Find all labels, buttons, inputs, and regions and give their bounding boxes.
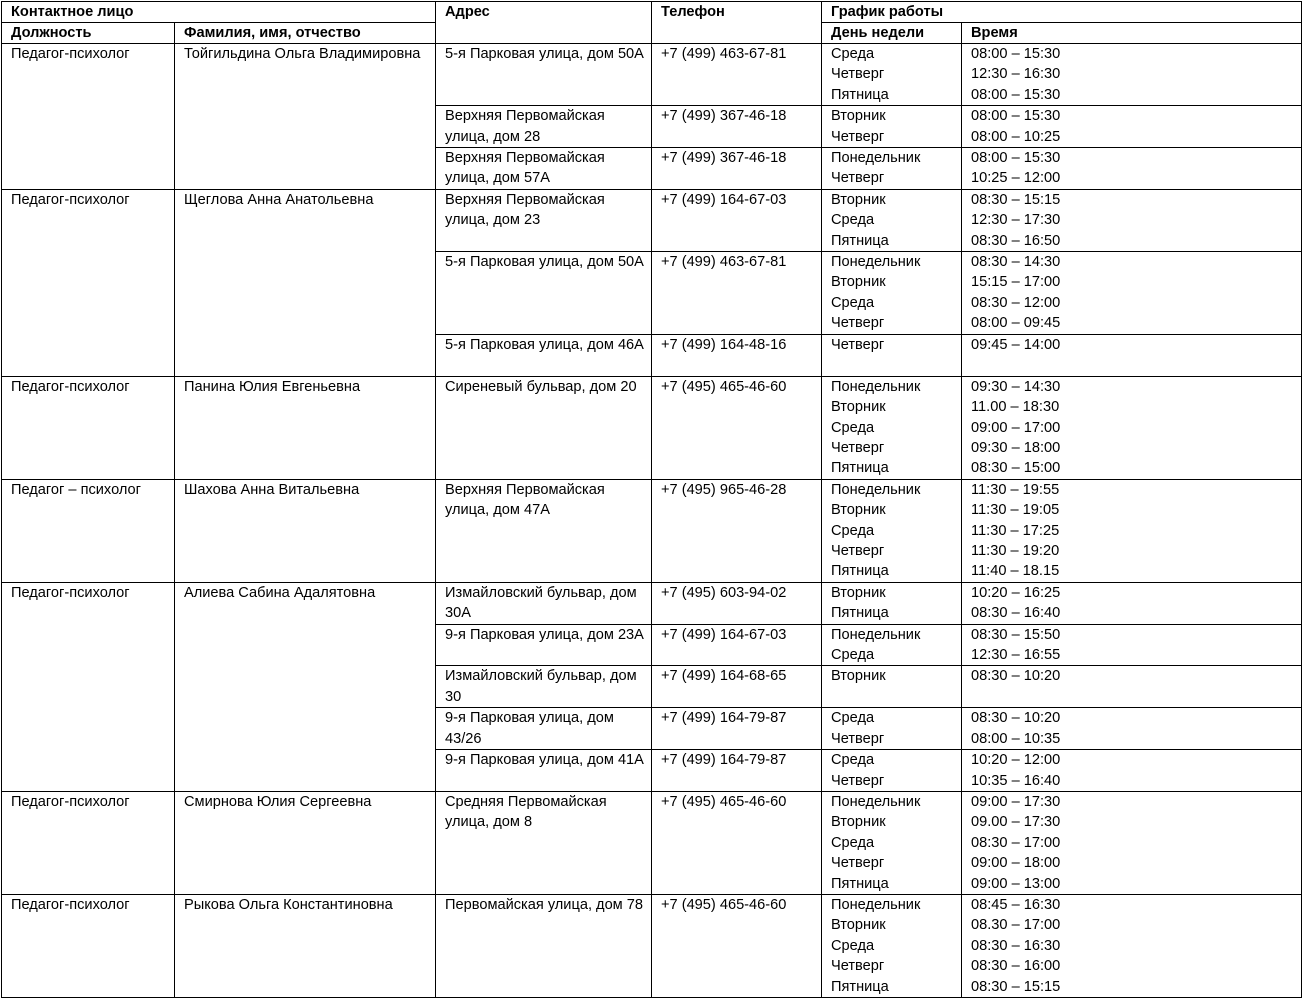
- contacts-table: [1, 1, 1302, 998]
- time-item: 11:40 – 18.15: [971, 563, 1060, 580]
- days-cell: [822, 106, 962, 148]
- times-cell: [962, 708, 1302, 750]
- table-row: [2, 582, 1302, 624]
- times-cell: [962, 895, 1302, 998]
- position-cell: Педагог-психолог: [2, 44, 175, 190]
- days-cell: [822, 479, 962, 582]
- day-item: Пятница: [831, 978, 889, 995]
- time-item: 09:00 – 18:00: [971, 855, 1061, 872]
- day-item: Пятница: [831, 605, 889, 622]
- day-item: Среда: [831, 419, 875, 436]
- time-item: 08:30 – 15:50: [971, 626, 1061, 643]
- day-item: Вторник: [831, 502, 886, 519]
- day-item: Пятница: [831, 232, 889, 249]
- time-item: 08:30 – 10:20: [971, 668, 1061, 685]
- day-item: Четверг: [831, 66, 885, 83]
- days-cell: [822, 252, 962, 335]
- phone-cell: +7 (495) 465-46-60: [652, 792, 822, 895]
- address-cell: Измайловский бульвар, дом 30: [436, 666, 652, 708]
- table-row: [2, 189, 1302, 251]
- day-item: Среда: [831, 710, 875, 727]
- position-cell: Педагог-психолог: [2, 792, 175, 895]
- days-cell: [822, 334, 962, 376]
- address-cell: 5-я Парковая улица, дом 50А: [436, 44, 652, 106]
- day-item: Пятница: [831, 563, 889, 580]
- phone-cell: +7 (499) 164-48-16: [652, 334, 822, 376]
- time-item: 08:30 – 16:30: [971, 937, 1061, 954]
- address-cell: 9-я Парковая улица, дом 43/26: [436, 708, 652, 750]
- time-item: 08:30 – 15:15: [971, 978, 1061, 995]
- time-item: 11:30 – 19:05: [971, 502, 1060, 519]
- time-item: 08:30 – 14:30: [971, 254, 1061, 271]
- phone-cell: +7 (495) 965-46-28: [652, 479, 822, 582]
- day-item: Понедельник: [831, 150, 921, 167]
- day-item: Вторник: [831, 814, 886, 831]
- time-item: 08:00 – 15:30: [971, 86, 1061, 103]
- phone-cell: +7 (499) 367-46-18: [652, 148, 822, 190]
- time-item: 08:30 – 10:20: [971, 710, 1061, 727]
- time-item: 11:30 – 19:55: [971, 481, 1060, 498]
- name-cell: Шахова Анна Витальевна: [175, 479, 436, 582]
- times-cell: [962, 479, 1302, 582]
- days-cell: [822, 708, 962, 750]
- phone-cell: +7 (499) 164-67-03: [652, 189, 822, 251]
- table-row: [2, 479, 1302, 582]
- times-cell: [962, 44, 1302, 106]
- time-item: 12:30 – 16:30: [971, 66, 1061, 83]
- position-cell: Педагог – психолог: [2, 479, 175, 582]
- day-item: Среда: [831, 46, 875, 62]
- day-item: Четверг: [831, 542, 885, 559]
- table-body: [2, 44, 1302, 998]
- day-item: Четверг: [831, 958, 885, 975]
- phone-cell: +7 (499) 164-79-87: [652, 708, 822, 750]
- phone-cell: +7 (499) 463-67-81: [652, 44, 822, 106]
- times-cell: [962, 106, 1302, 148]
- day-item: Четверг: [831, 772, 885, 789]
- time-item: 12:30 – 17:30: [971, 212, 1061, 229]
- day-item: Понедельник: [831, 481, 921, 498]
- day-item: Понедельник: [831, 794, 921, 810]
- time-item: 11:30 – 17:25: [971, 522, 1060, 539]
- fio-header: Фамилия, имя, отчество: [175, 23, 436, 44]
- time-item: 09.00 – 17:30: [971, 814, 1061, 831]
- day-item: Четверг: [831, 439, 885, 456]
- days-cell: [822, 44, 962, 106]
- time-item: 08:30 – 16:00: [971, 958, 1061, 975]
- position-cell: Педагог-психолог: [2, 582, 175, 791]
- time-item: 08:30 – 16:50: [971, 232, 1061, 249]
- time-item: 10:35 – 16:40: [971, 772, 1061, 789]
- header-row-top: [2, 2, 1302, 23]
- name-cell: Панина Юлия Евгеньевна: [175, 376, 436, 479]
- time-item: 08:30 – 15:15: [971, 191, 1061, 208]
- days-cell: [822, 189, 962, 251]
- time-item: 11.00 – 18:30: [971, 399, 1060, 416]
- address-cell: Верхняя Первомайская улица, дом 47А: [436, 479, 652, 582]
- days-cell: [822, 792, 962, 895]
- day-item: Понедельник: [831, 378, 921, 395]
- times-cell: [962, 376, 1302, 479]
- time-item: 10:20 – 12:00: [971, 752, 1061, 769]
- days-cell: [822, 148, 962, 190]
- times-cell: [962, 334, 1302, 376]
- table-row: [2, 376, 1302, 479]
- day-item: Вторник: [831, 108, 886, 125]
- times-cell: [962, 792, 1302, 895]
- time-item: 08:30 – 15:00: [971, 460, 1061, 477]
- day-item: Вторник: [831, 584, 886, 601]
- time-item: 15:15 – 17:00: [971, 274, 1061, 291]
- address-cell: 9-я Парковая улица, дом 41А: [436, 750, 652, 792]
- times-cell: [962, 582, 1302, 624]
- position-cell: Педагог-психолог: [2, 895, 175, 998]
- days-cell: [822, 624, 962, 666]
- day-header: День недели: [822, 23, 962, 44]
- day-item: Среда: [831, 752, 875, 769]
- time-item: 10:25 – 12:00: [971, 170, 1061, 187]
- position-cell: Педагог-психолог: [2, 376, 175, 479]
- times-cell: [962, 666, 1302, 708]
- name-cell: Тойгильдина Ольга Владимировна: [175, 44, 436, 190]
- time-item: 09:30 – 14:30: [971, 378, 1061, 395]
- day-item: Четверг: [831, 170, 885, 187]
- day-item: Вторник: [831, 917, 886, 934]
- address-cell: 5-я Парковая улица, дом 46А: [436, 334, 652, 376]
- days-cell: [822, 666, 962, 708]
- phone-cell: +7 (499) 164-67-03: [652, 624, 822, 666]
- times-cell: [962, 624, 1302, 666]
- address-cell: Измайловский бульвар, дом 30А: [436, 582, 652, 624]
- time-item: 08:00 – 10:25: [971, 128, 1061, 145]
- address-cell: Верхняя Первомайская улица, дом 57А: [436, 148, 652, 190]
- day-item: Понедельник: [831, 254, 921, 271]
- day-item: Среда: [831, 522, 875, 539]
- time-item: 09:30 – 18:00: [971, 439, 1061, 456]
- day-item: Четверг: [831, 315, 885, 332]
- day-item: Вторник: [831, 191, 886, 208]
- phone-cell: +7 (499) 463-67-81: [652, 252, 822, 335]
- time-item: 08.30 – 17:00: [971, 917, 1061, 934]
- times-cell: [962, 252, 1302, 335]
- time-item: 08:00 – 09:45: [971, 315, 1061, 332]
- day-item: Пятница: [831, 460, 889, 477]
- phone-cell: +7 (499) 164-79-87: [652, 750, 822, 792]
- time-item: 08:00 – 15:30: [971, 150, 1061, 167]
- day-item: Среда: [831, 937, 875, 954]
- address-cell: Верхняя Первомайская улица, дом 28: [436, 106, 652, 148]
- address-cell: Верхняя Первомайская улица, дом 23: [436, 189, 652, 251]
- day-item: Пятница: [831, 86, 889, 103]
- time-header: Время: [962, 23, 1302, 44]
- position-cell: Педагог-психолог: [2, 189, 175, 376]
- day-item: Пятница: [831, 875, 889, 892]
- times-cell: [962, 750, 1302, 792]
- day-item: Среда: [831, 294, 875, 311]
- schedule-header: График работы: [822, 2, 1302, 23]
- table-row: [2, 792, 1302, 895]
- times-cell: [962, 189, 1302, 251]
- days-cell: [822, 750, 962, 792]
- address-cell: Сиреневый бульвар, дом 20: [436, 376, 652, 479]
- time-item: 08:30 – 17:00: [971, 834, 1061, 851]
- days-cell: [822, 376, 962, 479]
- day-item: Среда: [831, 834, 875, 851]
- day-item: Понедельник: [831, 626, 921, 643]
- name-cell: Смирнова Юлия Сергеевна: [175, 792, 436, 895]
- phone-cell: +7 (499) 164-68-65: [652, 666, 822, 708]
- time-item: 12:30 – 16:55: [971, 646, 1061, 663]
- address-cell: Первомайская улица, дом 78: [436, 895, 652, 998]
- time-item: 08:45 – 16:30: [971, 897, 1061, 914]
- address-cell: 9-я Парковая улица, дом 23А: [436, 624, 652, 666]
- time-item: 08:00 – 15:30: [971, 46, 1061, 62]
- phone-cell: +7 (499) 367-46-18: [652, 106, 822, 148]
- day-item: Понедельник: [831, 897, 921, 914]
- phone-header: Телефон: [652, 2, 822, 44]
- address-header: Адрес: [436, 2, 652, 44]
- day-item: Четверг: [831, 855, 885, 872]
- times-cell: [962, 148, 1302, 190]
- address-cell: 5-я Парковая улица, дом 50А: [436, 252, 652, 335]
- day-item: Вторник: [831, 399, 886, 416]
- day-item: Вторник: [831, 668, 886, 685]
- days-cell: [822, 582, 962, 624]
- time-item: 08:00 – 15:30: [971, 108, 1061, 125]
- position-header: Должность: [2, 23, 175, 44]
- day-item: Среда: [831, 646, 875, 663]
- name-cell: Щеглова Анна Анатольевна: [175, 189, 436, 376]
- time-item: 10:20 – 16:25: [971, 584, 1061, 601]
- contact-header: Контактное лицо: [2, 2, 436, 23]
- phone-cell: +7 (495) 465-46-60: [652, 895, 822, 998]
- time-item: 09:00 – 13:00: [971, 875, 1061, 892]
- day-item: Вторник: [831, 274, 886, 291]
- time-item: 09:00 – 17:30: [971, 794, 1061, 810]
- phone-cell: +7 (495) 465-46-60: [652, 376, 822, 479]
- name-cell: Рыкова Ольга Константиновна: [175, 895, 436, 998]
- time-item: 08:00 – 10:35: [971, 730, 1061, 747]
- time-item: 09:00 – 17:00: [971, 419, 1061, 436]
- days-cell: [822, 895, 962, 998]
- time-item: 08:30 – 12:00: [971, 294, 1061, 311]
- table-row: [2, 44, 1302, 106]
- day-item: Четверг: [831, 336, 885, 353]
- time-item: 11:30 – 19:20: [971, 542, 1060, 559]
- time-item: 08:30 – 16:40: [971, 605, 1061, 622]
- day-item: Четверг: [831, 128, 885, 145]
- phone-cell: +7 (495) 603-94-02: [652, 582, 822, 624]
- name-cell: Алиева Сабина Адалятовна: [175, 582, 436, 791]
- table-row: [2, 895, 1302, 998]
- address-cell: Средняя Первомайская улица, дом 8: [436, 792, 652, 895]
- day-item: Среда: [831, 212, 875, 229]
- time-item: 09:45 – 14:00: [971, 336, 1061, 353]
- day-item: Четверг: [831, 730, 885, 747]
